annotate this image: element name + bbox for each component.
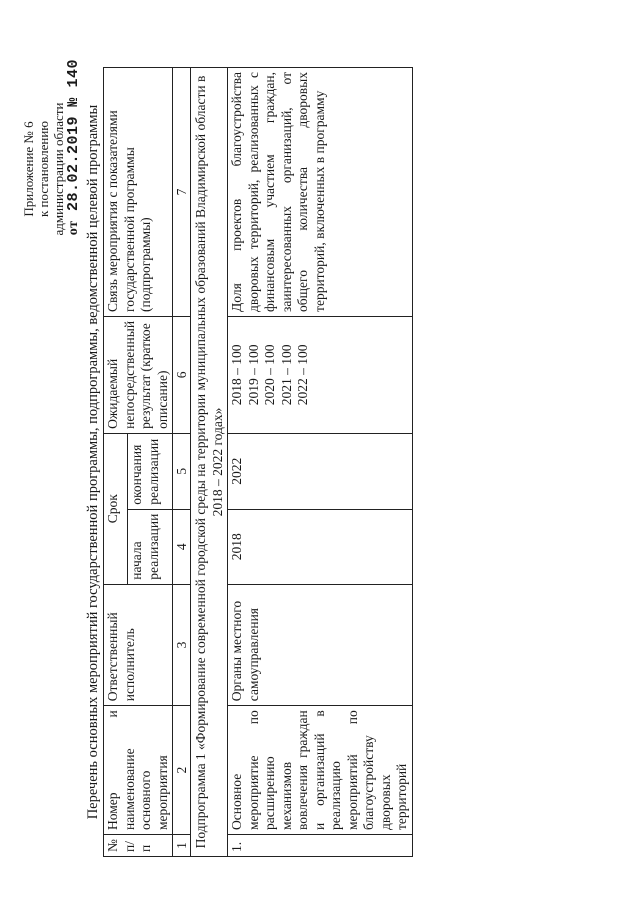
subprogram-row: [191, 68, 228, 857]
header-measure-name: Номер и наименование основного мероприятия: [104, 706, 173, 835]
measures-table: [103, 67, 413, 857]
result-value: 2019 – 100: [245, 344, 261, 406]
rotated-sheet: [15, 55, 635, 865]
table-row: [228, 68, 413, 857]
column-number: 3: [173, 584, 191, 706]
header-end: окончания реализации: [128, 433, 173, 509]
row-end-year: 2022: [228, 433, 413, 509]
header-expected-result: Ожидаемый непосредственный результат (краткое описание): [104, 316, 173, 433]
row-executor: Органы местного самоуправления: [228, 584, 413, 706]
header-link: Связь мероприятия с показателями государственной программы (подпрограммы): [104, 68, 173, 317]
result-value: 2018 – 100: [229, 344, 244, 406]
decree-date-line: [66, 59, 81, 279]
column-number: 5: [173, 433, 191, 509]
column-number: 1: [173, 835, 191, 857]
appendix-line-2: к постановлению: [36, 120, 51, 218]
column-number: 6: [173, 316, 191, 433]
result-value: 2022 – 100: [295, 344, 310, 406]
result-value: 2020 – 100: [262, 344, 277, 406]
row-expected-results: [228, 316, 413, 433]
subprogram-title: Подпрограмма 1 «Формирование современной городской среды на территории муниципальных образований Владимирской области в 2018 – 2022 годах»: [191, 68, 228, 857]
decree-prefix: от: [66, 220, 81, 236]
result-value: 2021 – 100: [278, 344, 294, 406]
row-start-year: 2018: [228, 509, 413, 584]
appendix-block: [21, 59, 81, 279]
appendix-line-1: Приложение № 6: [21, 121, 36, 217]
row-measure-name: Основное мероприятие по расширению механизмов вовлечения граждан и организаций в реализацию мероприятий по благоустройству дворовых территорий: [228, 706, 413, 835]
row-link-to-indicators: Доля проектов благоустройства дворовых территорий, реализованных с финансовым участием граждан, заинтересованных организаций, от общего количества дворовых территорий, включенных в программу: [228, 68, 413, 317]
column-number: 7: [173, 68, 191, 317]
header-term: Срок: [104, 433, 128, 584]
decree-date-number: 28.02.2019 № 140: [65, 59, 82, 212]
appendix-line-3: администрации области: [51, 102, 66, 236]
column-numbers-row: [173, 68, 191, 857]
header-executor: Ответственный исполнитель: [104, 584, 173, 706]
header-number: № п/п: [104, 835, 173, 857]
header-start: начала реализации: [128, 509, 173, 584]
column-number: 4: [173, 509, 191, 584]
row-number: 1.: [228, 835, 413, 857]
page-title: Перечень основных мероприятий государственной программы, подпрограммы, ведомственной целевой программы: [85, 104, 101, 820]
table-header-row: [104, 68, 128, 857]
column-number: 2: [173, 706, 191, 835]
